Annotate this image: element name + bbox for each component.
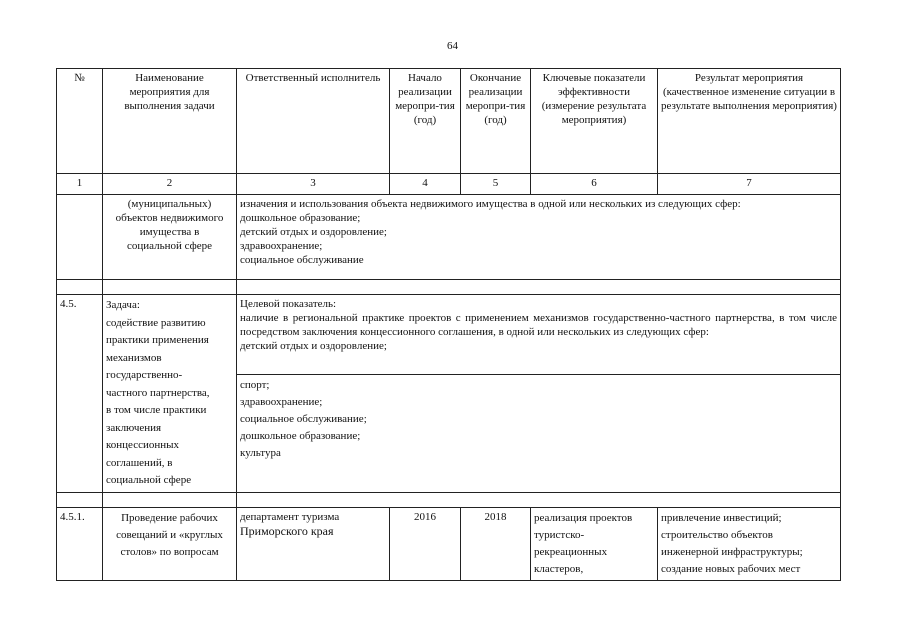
header-activity-name: Наименование мероприятия для выполнения задачи bbox=[103, 69, 237, 174]
row-number: 4.5.1. bbox=[57, 507, 103, 580]
column-number: 7 bbox=[658, 174, 841, 195]
column-number: 2 bbox=[103, 174, 237, 195]
column-number: 1 bbox=[57, 174, 103, 195]
spacer-cell bbox=[237, 280, 841, 295]
spheres-list: спорт; здравоохранение; социальное обслуживание; дошкольное образование; культура bbox=[237, 374, 841, 492]
table-row-4-5-target bbox=[57, 295, 841, 375]
column-number: 5 bbox=[461, 174, 531, 195]
column-number: 3 bbox=[237, 174, 390, 195]
spacer-cell bbox=[103, 280, 237, 295]
column-number-row bbox=[57, 174, 841, 195]
responsible-executor: департамент туризма Приморского края bbox=[237, 507, 390, 580]
activities-table bbox=[56, 68, 841, 581]
activity-name: Проведение рабочих совещаний и «круглых столов» по вопросам bbox=[103, 507, 237, 580]
kpi: реализация проектов туристско- рекреационных кластеров, bbox=[531, 507, 658, 580]
table-row-4-5-1 bbox=[57, 507, 841, 580]
row-number: 4.5. bbox=[57, 295, 103, 493]
spacer-cell bbox=[57, 492, 103, 507]
task-description: Задача: содействие развитию практики применения механизмов государственно- частного партнерства, в том числе практики заключения концессионных соглашений, в социальной сфере bbox=[103, 295, 237, 493]
spacer-cell bbox=[57, 280, 103, 295]
target-label: Целевой показатель: bbox=[240, 298, 337, 310]
activity-result: привлечение инвестиций; строительство объектов инженерной инфраструктуры; создание новых рабочих мест bbox=[658, 507, 841, 580]
page-number: 64 bbox=[447, 40, 458, 52]
header-number: № bbox=[57, 69, 103, 174]
target-text: наличие в региональной практике проектов с применением механизмов государственно-частного партнерства, в том числе посредством заключения концессионного соглашения, в одной или нескольких из следующих сфер: bbox=[240, 312, 837, 338]
continued-activity-name: (муниципальных) объектов недвижимого имущества в социальной сфере bbox=[103, 195, 237, 280]
column-number: 6 bbox=[531, 174, 658, 195]
target-indicator bbox=[237, 295, 841, 375]
spacer-cell bbox=[103, 492, 237, 507]
header-result: Результат мероприятия (качественное изменение ситуации в результате выполнения мероприятия) bbox=[658, 69, 841, 174]
continued-target-text: изначения и использования объекта недвижимого имущества в одной или нескольких из следующих сфер: дошкольное образование; детский отдых и оздоровление; здравоохранение; социальное обслуживание bbox=[237, 195, 841, 280]
start-year: 2016 bbox=[390, 507, 461, 580]
table-header-row bbox=[57, 69, 841, 174]
header-end-year: Окончание реализации меропри-тия (год) bbox=[461, 69, 531, 174]
target-last-line: детский отдых и оздоровление; bbox=[240, 340, 387, 352]
header-executor: Ответственный исполнитель bbox=[237, 69, 390, 174]
spacer-cell bbox=[237, 492, 841, 507]
column-number: 4 bbox=[390, 174, 461, 195]
spacer-row bbox=[57, 492, 841, 507]
table-row-continuation bbox=[57, 195, 841, 280]
spacer-row bbox=[57, 280, 841, 295]
row-number-cell bbox=[57, 195, 103, 280]
header-start-year: Начало реализации меропри-тия (год) bbox=[390, 69, 461, 174]
end-year: 2018 bbox=[461, 507, 531, 580]
header-kpi: Ключевые показатели эффективности (измерение результата мероприятия) bbox=[531, 69, 658, 174]
